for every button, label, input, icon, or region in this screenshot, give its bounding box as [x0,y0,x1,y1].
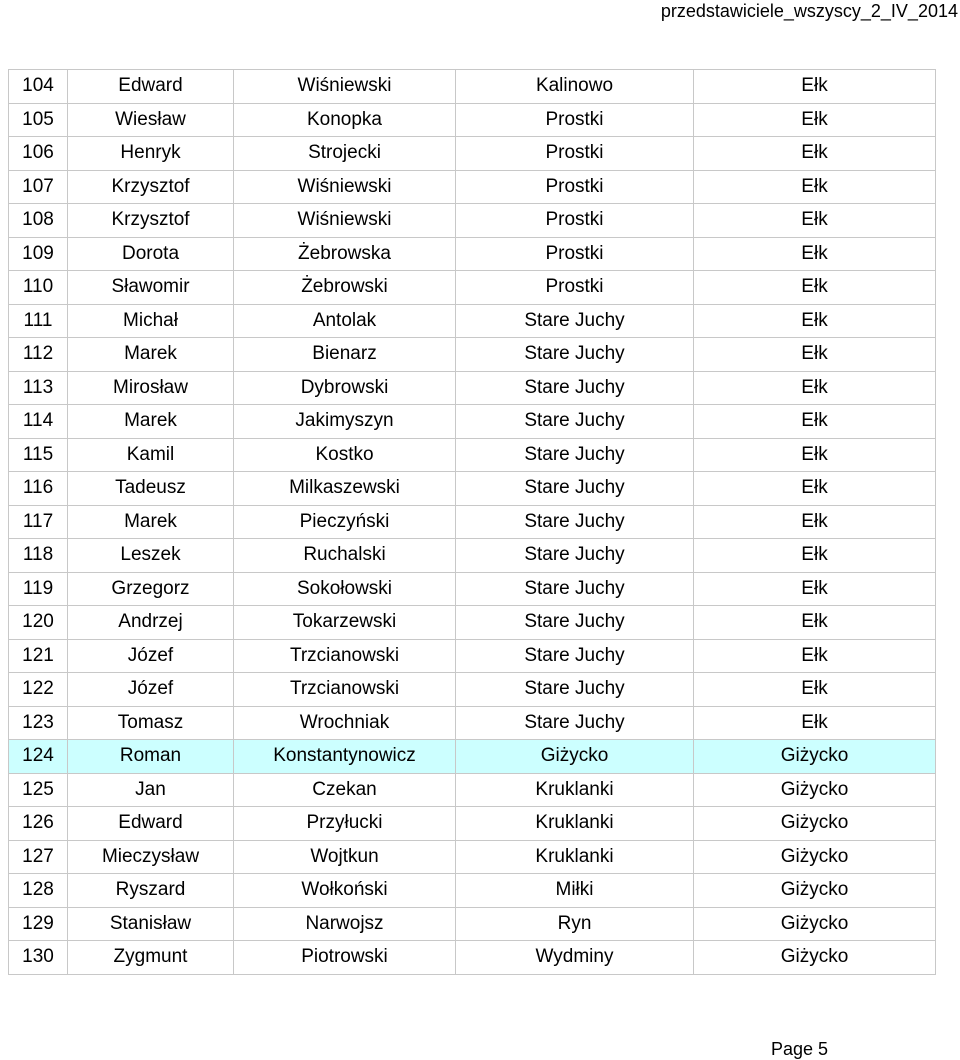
town-cell: Prostki [456,170,694,204]
table-row [9,438,936,472]
town-cell: Stare Juchy [456,673,694,707]
last-name-cell: Trzcianowski [234,639,456,673]
last-name-cell: Bienarz [234,338,456,372]
table-row [9,907,936,941]
town-cell: Kruklanki [456,840,694,874]
district-cell: Ełk [694,606,936,640]
table-row [9,304,936,338]
last-name-cell: Sokołowski [234,572,456,606]
first-name-cell: Henryk [68,137,234,171]
district-cell: Ełk [694,271,936,305]
district-cell: Giżycko [694,807,936,841]
row-id: 127 [9,840,68,874]
first-name-cell: Edward [68,70,234,104]
town-cell: Stare Juchy [456,371,694,405]
district-cell: Ełk [694,505,936,539]
last-name-cell: Antolak [234,304,456,338]
district-cell: Ełk [694,639,936,673]
last-name-cell: Wrochniak [234,706,456,740]
first-name-cell: Leszek [68,539,234,573]
first-name-cell: Krzysztof [68,204,234,238]
row-id: 104 [9,70,68,104]
first-name-cell: Stanisław [68,907,234,941]
last-name-cell: Żebrowska [234,237,456,271]
table-row [9,840,936,874]
table-row [9,271,936,305]
first-name-cell: Tomasz [68,706,234,740]
row-id: 122 [9,673,68,707]
table-row [9,706,936,740]
town-cell: Stare Juchy [456,639,694,673]
district-cell: Ełk [694,438,936,472]
first-name-cell: Marek [68,405,234,439]
row-id: 106 [9,137,68,171]
first-name-cell: Tadeusz [68,472,234,506]
last-name-cell: Ruchalski [234,539,456,573]
first-name-cell: Grzegorz [68,572,234,606]
town-cell: Kruklanki [456,807,694,841]
row-id: 120 [9,606,68,640]
first-name-cell: Mirosław [68,371,234,405]
first-name-cell: Roman [68,740,234,774]
table-row [9,874,936,908]
first-name-cell: Dorota [68,237,234,271]
town-cell: Kalinowo [456,70,694,104]
table-row [9,639,936,673]
first-name-cell: Józef [68,673,234,707]
last-name-cell: Wojtkun [234,840,456,874]
last-name-cell: Konstantynowicz [234,740,456,774]
town-cell: Prostki [456,103,694,137]
district-cell: Ełk [694,204,936,238]
last-name-cell: Piotrowski [234,941,456,975]
first-name-cell: Jan [68,773,234,807]
table-row [9,539,936,573]
first-name-cell: Mieczysław [68,840,234,874]
row-id: 124 [9,740,68,774]
first-name-cell: Michał [68,304,234,338]
district-cell: Giżycko [694,740,936,774]
district-cell: Ełk [694,673,936,707]
document-header: przedstawiciele_wszyscy_2_IV_2014 [660,1,958,21]
first-name-cell: Krzysztof [68,170,234,204]
row-id: 119 [9,572,68,606]
last-name-cell: Dybrowski [234,371,456,405]
row-id: 123 [9,706,68,740]
table-row [9,338,936,372]
table-row [9,505,936,539]
last-name-cell: Czekan [234,773,456,807]
first-name-cell: Zygmunt [68,941,234,975]
page-number: Page 5 [770,1039,828,1059]
table-row [9,941,936,975]
town-cell: Stare Juchy [456,338,694,372]
last-name-cell: Strojecki [234,137,456,171]
last-name-cell: Konopka [234,103,456,137]
table-row-highlighted [9,740,936,774]
table-row [9,137,936,171]
town-cell: Prostki [456,204,694,238]
town-cell: Stare Juchy [456,572,694,606]
district-cell: Ełk [694,572,936,606]
first-name-cell: Edward [68,807,234,841]
row-id: 129 [9,907,68,941]
row-id: 128 [9,874,68,908]
district-cell: Ełk [694,170,936,204]
table-row [9,773,936,807]
district-cell: Ełk [694,137,936,171]
district-cell: Ełk [694,304,936,338]
table-row [9,371,936,405]
district-cell: Ełk [694,103,936,137]
town-cell: Kruklanki [456,773,694,807]
town-cell: Stare Juchy [456,706,694,740]
table-row [9,606,936,640]
district-cell: Giżycko [694,874,936,908]
last-name-cell: Przyłucki [234,807,456,841]
table-row [9,405,936,439]
row-id: 113 [9,371,68,405]
row-id: 126 [9,807,68,841]
town-cell: Stare Juchy [456,405,694,439]
first-name-cell: Józef [68,639,234,673]
table-row [9,237,936,271]
town-cell: Stare Juchy [456,505,694,539]
first-name-cell: Marek [68,505,234,539]
district-cell: Ełk [694,706,936,740]
row-id: 111 [9,304,68,338]
last-name-cell: Wiśniewski [234,204,456,238]
last-name-cell: Trzcianowski [234,673,456,707]
last-name-cell: Wiśniewski [234,170,456,204]
town-cell: Prostki [456,237,694,271]
town-cell: Ryn [456,907,694,941]
row-id: 130 [9,941,68,975]
district-cell: Ełk [694,70,936,104]
first-name-cell: Marek [68,338,234,372]
last-name-cell: Wołkoński [234,874,456,908]
table-row [9,103,936,137]
row-id: 116 [9,472,68,506]
last-name-cell: Żebrowski [234,271,456,305]
table-row [9,170,936,204]
table-row [9,472,936,506]
district-cell: Giżycko [694,840,936,874]
town-cell: Stare Juchy [456,606,694,640]
row-id: 109 [9,237,68,271]
town-cell: Stare Juchy [456,539,694,573]
last-name-cell: Tokarzewski [234,606,456,640]
row-id: 110 [9,271,68,305]
table-row [9,70,936,104]
row-id: 107 [9,170,68,204]
table-row [9,204,936,238]
first-name-cell: Ryszard [68,874,234,908]
district-cell: Giżycko [694,907,936,941]
town-cell: Giżycko [456,740,694,774]
row-id: 117 [9,505,68,539]
district-cell: Giżycko [694,941,936,975]
last-name-cell: Kostko [234,438,456,472]
row-id: 114 [9,405,68,439]
first-name-cell: Sławomir [68,271,234,305]
district-cell: Ełk [694,405,936,439]
last-name-cell: Wiśniewski [234,70,456,104]
district-cell: Ełk [694,472,936,506]
district-cell: Giżycko [694,773,936,807]
district-cell: Ełk [694,338,936,372]
row-id: 118 [9,539,68,573]
row-id: 105 [9,103,68,137]
row-id: 125 [9,773,68,807]
last-name-cell: Jakimyszyn [234,405,456,439]
first-name-cell: Andrzej [68,606,234,640]
last-name-cell: Narwojsz [234,907,456,941]
town-cell: Wydminy [456,941,694,975]
table-row [9,807,936,841]
first-name-cell: Kamil [68,438,234,472]
row-id: 108 [9,204,68,238]
district-cell: Ełk [694,371,936,405]
first-name-cell: Wiesław [68,103,234,137]
town-cell: Stare Juchy [456,304,694,338]
row-id: 112 [9,338,68,372]
row-id: 115 [9,438,68,472]
town-cell: Prostki [456,137,694,171]
town-cell: Prostki [456,271,694,305]
last-name-cell: Pieczyński [234,505,456,539]
town-cell: Stare Juchy [456,472,694,506]
last-name-cell: Milkaszewski [234,472,456,506]
district-cell: Ełk [694,539,936,573]
district-cell: Ełk [694,237,936,271]
table-row [9,673,936,707]
town-cell: Miłki [456,874,694,908]
table-row [9,572,936,606]
representatives-table [8,69,936,975]
row-id: 121 [9,639,68,673]
town-cell: Stare Juchy [456,438,694,472]
